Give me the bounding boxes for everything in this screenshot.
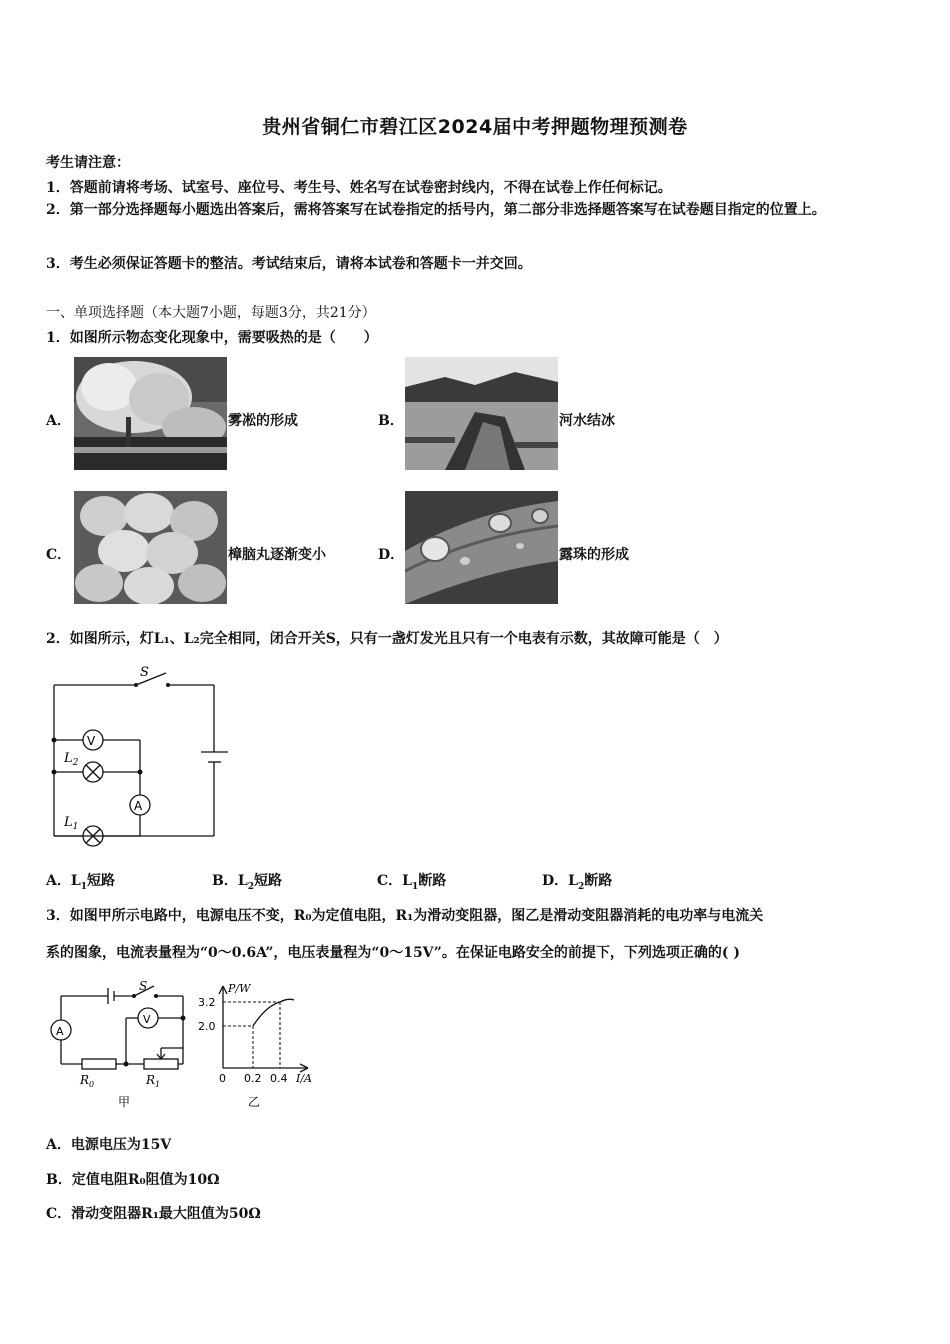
q2-voltmeter-label: V (87, 734, 96, 748)
q2-option-b: B．$L_2$短路 (212, 873, 282, 892)
notice-item-2: 2．第一部分选择题每小题选出答案后，需将答案写在试卷指定的括号内，第二部分非选择题答案写在试卷题目指定的位置上。 (46, 202, 826, 218)
q2-lamp2-label: $L_2$ (64, 751, 79, 768)
q3-r0-label: $R_0$ (80, 1073, 95, 1089)
q3-r1-label: $R_1$ (146, 1073, 161, 1089)
q3-graph-ylabel: P/W (228, 982, 251, 995)
q3-graph-xtick-0-4: 0.4 (270, 1072, 288, 1085)
q1-option-a-caption: 雾凇的形成 (228, 413, 298, 429)
q2-switch-label: S (140, 665, 149, 680)
q2-stem: 2．如图所示，灯L₁、L₂完全相同，闭合开关S，只有一盏灯发光且只有一个电表有示数，其故障可能是（ ） (46, 631, 728, 647)
q3-option-c: C．滑动变阻器R₁最大阻值为50Ω (46, 1206, 261, 1222)
frozen-river-photo (405, 357, 558, 470)
mothballs-photo (74, 491, 227, 604)
q1-option-b-caption: 河水结冰 (559, 413, 615, 429)
q3-stem-line-1: 3．如图甲所示电路中，电源电压不变，R₀为定值电阻，R₁为滑动变阻器，图乙是滑动变阻器消耗的电功率与电流关 (46, 908, 764, 924)
dewdrops-photo (405, 491, 558, 604)
q3-graph-xlabel: I/A (296, 1072, 312, 1085)
notice-heading: 考生请注意： (46, 155, 130, 171)
page-title: 贵州省铜仁市碧江区2024届中考押题物理预测卷 (262, 116, 688, 138)
q3-option-b: B．定值电阻R₀阻值为10Ω (46, 1172, 220, 1188)
q2-option-c: C．$L_1$断路 (377, 873, 447, 892)
q3-voltmeter-label: V (143, 1013, 151, 1026)
q3-graph-xtick-0: 0 (219, 1072, 226, 1085)
q3-graph-ytick-2-0: 2.0 (198, 1020, 216, 1033)
q3-graph-xtick-0-2: 0.2 (244, 1072, 262, 1085)
q1-option-d-letter: D． (378, 547, 405, 563)
q3-option-a: A．电源电压为15V (46, 1137, 172, 1153)
q3-diagram-yi-label: 乙 (248, 1095, 261, 1109)
q3-ammeter-label: A (56, 1025, 64, 1038)
q3-graph-ytick-3-2: 3.2 (198, 996, 216, 1009)
q2-circuit-diagram (46, 660, 236, 850)
q3-circuit-diagram-jia (46, 978, 196, 1113)
notice-item-1: 1．答题前请将考场、试室号、座位号、考生号、姓名写在试卷密封线内，不得在试卷上作任何标记。 (46, 180, 672, 196)
q3-diagram-jia-label: 甲 (118, 1095, 131, 1109)
q1-option-c-caption: 樟脑丸逐渐变小 (228, 547, 326, 563)
q2-option-a: A．$L_1$短路 (46, 873, 115, 892)
q1-stem: 1．如图所示物态变化现象中，需要吸热的是（ ） (46, 330, 378, 346)
q1-option-d-caption: 露珠的形成 (559, 547, 629, 563)
q3-switch-label: S (139, 979, 148, 993)
q3-power-current-graph (196, 978, 326, 1113)
rime-photo (74, 357, 227, 470)
q1-option-c-letter: C． (46, 547, 72, 563)
q2-ammeter-label: A (134, 799, 143, 813)
q1-option-b-letter: B． (378, 413, 404, 429)
q3-stem-line-2: 系的图象，电流表量程为“0～0.6A”，电压表量程为“0～15V”。在保证电路安全的前提下，下列选项正确的( ) (46, 945, 740, 961)
q2-option-d: D．$L_2$断路 (542, 873, 613, 892)
section-heading: 一、单项选择题（本大题7小题，每题3分，共21分） (46, 305, 376, 321)
q2-lamp1-label: $L_1$ (64, 815, 79, 832)
notice-item-3: 3．考生必须保证答题卡的整洁。考试结束后，请将本试卷和答题卡一并交回。 (46, 256, 532, 272)
q1-option-a-letter: A． (46, 413, 71, 429)
